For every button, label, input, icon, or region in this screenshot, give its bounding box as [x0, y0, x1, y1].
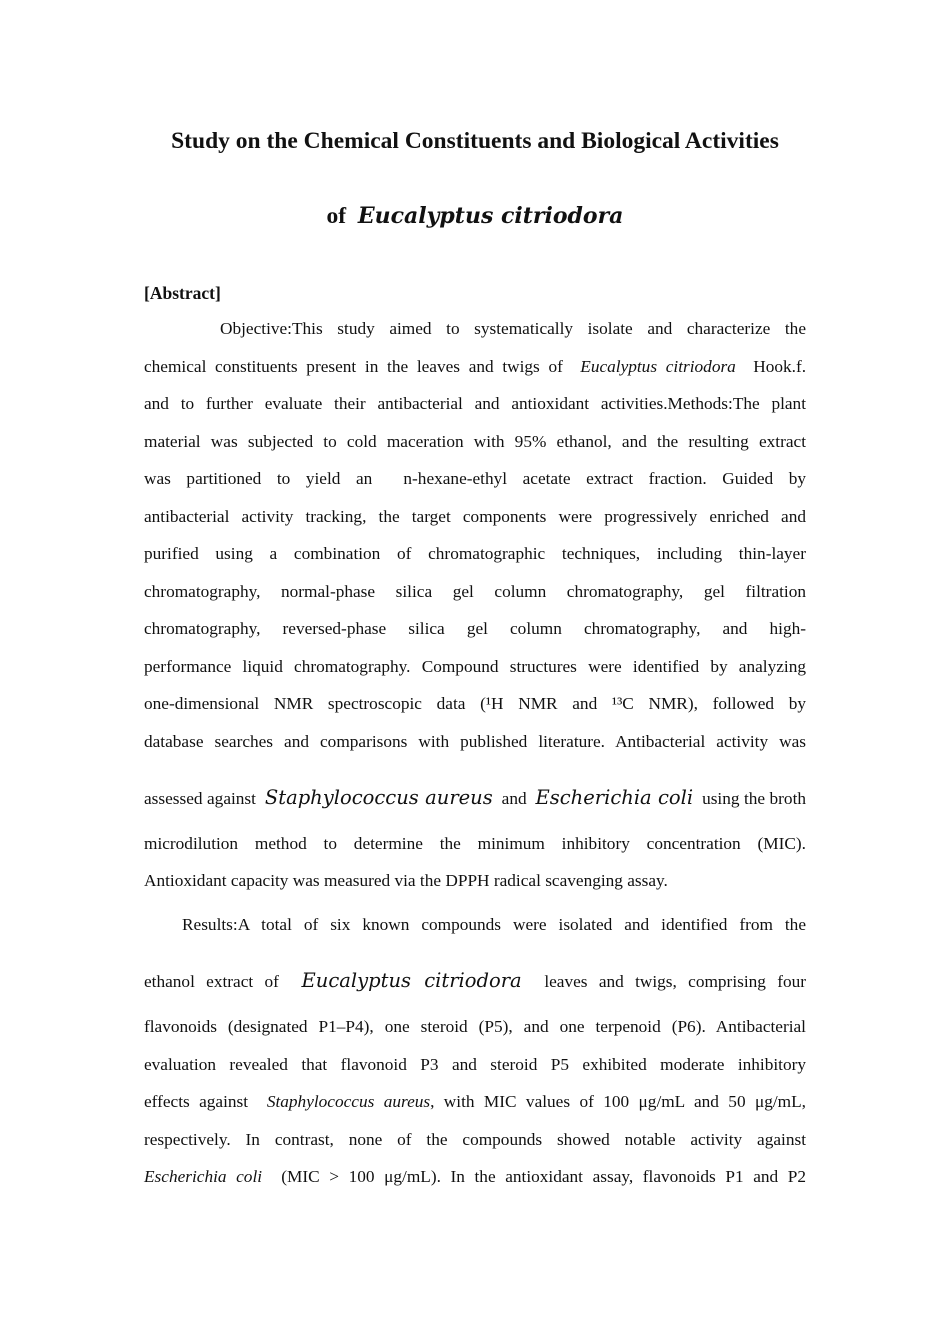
text-line: and to further evaluate their antibacterial and antioxidant activities.Methods:The plant	[144, 394, 806, 413]
text-line: Objective:This study aimed to systematically isolate and characterize the	[220, 319, 806, 338]
text-line: Escherichia coli (MIC > 100 μg/mL). In the antioxidant assay, flavonoids P1 and P2	[144, 1167, 807, 1186]
title-line-1: Study on the Chemical Constituents and Biological Activities	[171, 128, 779, 154]
title-line-2	[104, 201, 846, 231]
text-line: assessed against Staphylococcus aureus and Escherichia coli using the broth	[144, 785, 807, 809]
species-name: Staphylococcus aureus	[264, 785, 493, 809]
text-line: evaluation revealed that flavonoid P3 and steroid P5 exhibited moderate inhibitory	[144, 1054, 806, 1074]
text-line: one-dimensional NMR spectroscopic data (¹H NMR and ¹³C NMR), followed by	[144, 694, 806, 713]
objective-methods-paragraph	[144, 318, 806, 908]
text-line: flavonoids (designated P1–P4), one steroid (P5), and one terpenoid (P6). Antibacterial	[144, 1017, 806, 1036]
text-line: database searches and comparisons with published literature. Antibacterial activity was	[144, 731, 806, 751]
text-line: chromatography, normal-phase silica gel column chromatography, gel filtration	[144, 581, 806, 601]
species-name: Staphylococcus aureus	[266, 1092, 431, 1111]
text-line: performance liquid chromatography. Compound structures were identified by analyzing	[144, 656, 806, 676]
species-name: Eucalyptus citriodora	[580, 356, 736, 376]
species-name: Escherichia coli	[144, 1167, 263, 1186]
title-prefix: of	[326, 203, 347, 229]
title-species: Eucalyptus citriodora	[357, 203, 624, 229]
text-line: was partitioned to yield an n-hexane-ethyl acetate extract fraction. Guided by	[144, 469, 807, 488]
species-name: Eucalyptus citriodora	[301, 969, 522, 992]
results-paragraph	[144, 914, 806, 1204]
text-line: effects against Staphylococcus aureus, with MIC values of 100 μg/mL and 50 μg/mL,	[144, 1092, 806, 1111]
text-line: Antioxidant capacity was measured via the DPPH radical scavenging assay.	[144, 871, 668, 890]
text-line: antibacterial activity tracking, the target components were progressively enriched and	[144, 506, 806, 526]
text-line: respectively. In contrast, none of the compounds showed notable activity against	[144, 1129, 806, 1149]
text-line: purified using a combination of chromatographic techniques, including thin-layer	[144, 544, 806, 563]
abstract-heading: [Abstract]	[144, 283, 221, 303]
text-line: chromatography, reversed-phase silica gel column chromatography, and high-	[144, 619, 806, 638]
text-line: material was subjected to cold maceration with 95% ethanol, and the resulting extract	[144, 431, 806, 451]
text-line: microdilution method to determine the minimum inhibitory concentration (MIC).	[144, 833, 806, 853]
species-name: Escherichia coli	[535, 785, 694, 809]
text-line: ethanol extract of Eucalyptus citriodora leaves and twigs, comprising four	[144, 969, 807, 992]
text-line: Results:A total of six known compounds were isolated and identified from the	[182, 915, 806, 934]
text-line: chemical constituents present in the leaves and twigs of Eucalyptus citriodora Hook.f.	[144, 356, 807, 376]
